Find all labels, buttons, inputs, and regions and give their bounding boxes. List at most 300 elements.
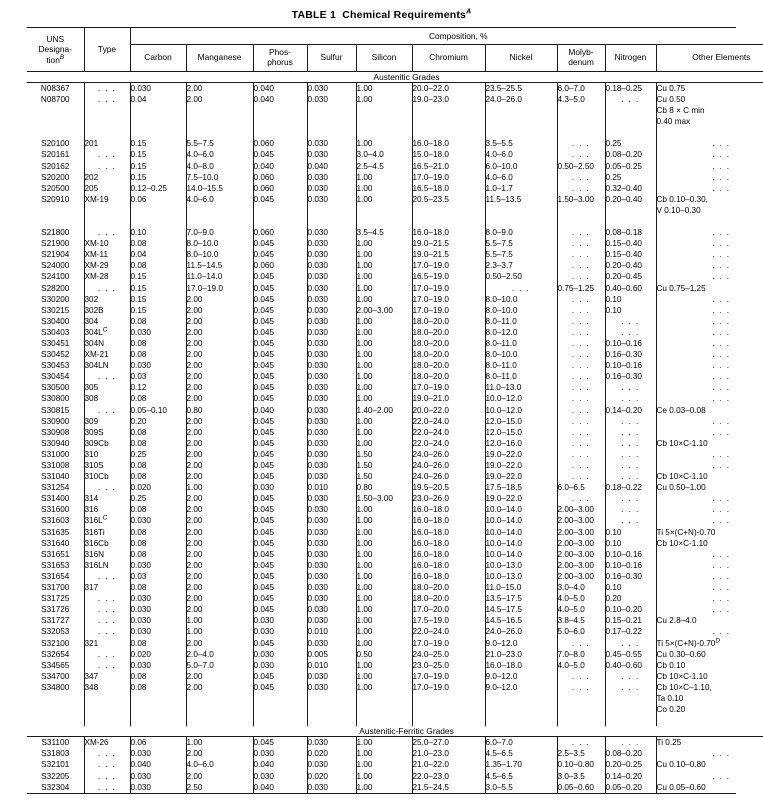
cell-phosphorus: 0.045 <box>253 449 307 460</box>
ellipsis-value: . . . <box>712 150 731 160</box>
ellipsis-value: . . . <box>571 239 591 249</box>
cell-molybdenum: 6.0–7.0 <box>557 83 605 95</box>
cell-manganese: 2.00 <box>186 393 253 404</box>
header-uns-designation <box>27 28 84 72</box>
cell-nitrogen <box>605 105 656 116</box>
cell-phosphorus: 0.045 <box>253 194 307 205</box>
table-row <box>27 571 763 582</box>
cell-uns-designation: S34565 <box>27 660 84 671</box>
cell-nitrogen <box>605 316 656 327</box>
cell-phosphorus: 0.045 <box>253 671 307 682</box>
cell-manganese: 14.0–15.5 <box>186 183 253 194</box>
cell-nitrogen <box>605 504 656 515</box>
cell-sulfur: 0.010 <box>307 660 356 671</box>
cell-chromium <box>412 205 485 216</box>
cell-molybdenum <box>557 638 605 649</box>
cell-sulfur: 0.040 <box>307 161 356 172</box>
ellipsis-value: . . . <box>571 361 591 371</box>
cell-type <box>84 83 130 95</box>
cell-sulfur: 0.020 <box>307 771 356 782</box>
cell-carbon: 0.03 <box>130 571 186 582</box>
table-row <box>27 416 763 427</box>
cell-type <box>84 405 130 416</box>
cell-carbon: 0.15 <box>130 149 186 160</box>
cell-chromium: 19.0–21.5 <box>412 238 485 249</box>
cell-nickel <box>485 116 557 127</box>
cell-manganese: 2.00 <box>186 83 253 95</box>
cell-type: 316LN <box>84 560 130 571</box>
cell-uns-designation: S32053 <box>27 626 84 637</box>
cell-uns-designation: S31700 <box>27 582 84 593</box>
cell-molybdenum: 2.00–3.00 <box>557 504 605 515</box>
cell-molybdenum <box>557 305 605 316</box>
cell-chromium: 25.0–27.0 <box>412 737 485 749</box>
cell-silicon: 1.00 <box>356 249 412 260</box>
table-row <box>27 438 763 449</box>
cell-nitrogen: 0.10 <box>605 582 656 593</box>
ellipsis-value: . . . <box>571 272 591 282</box>
header-element-nitrogen <box>605 45 656 72</box>
cell-chromium: 16.5–21.0 <box>412 161 485 172</box>
cell-phosphorus: 0.060 <box>253 172 307 183</box>
cell-type: 310 <box>84 449 130 460</box>
cell-nitrogen <box>605 427 656 438</box>
cell-phosphorus: 0.045 <box>253 593 307 604</box>
cell-phosphorus: 0.045 <box>253 349 307 360</box>
table-row <box>27 172 763 183</box>
spacer-cell <box>557 216 605 227</box>
ellipsis-value: . . . <box>712 583 731 593</box>
cell-uns-designation: S30200 <box>27 294 84 305</box>
cell-nitrogen: 0.20 <box>605 593 656 604</box>
cell-phosphorus: 0.040 <box>253 94 307 105</box>
ellipsis-value: . . . <box>621 438 640 448</box>
cell-carbon: 0.030 <box>130 604 186 615</box>
cell-nitrogen: 0.25 <box>605 172 656 183</box>
table-row <box>27 260 763 271</box>
cell-nickel: 6.0–7.0 <box>485 737 557 749</box>
ellipsis-value: . . . <box>621 516 640 526</box>
spacer-cell <box>186 127 253 138</box>
ellipsis-value: . . . <box>712 361 731 371</box>
cell-silicon <box>356 105 412 116</box>
cell-type <box>84 748 130 759</box>
cell-phosphorus: 0.030 <box>253 771 307 782</box>
footnote-marker: D <box>715 637 720 644</box>
ellipsis-value: . . . <box>97 483 117 493</box>
cell-type: 316Ti <box>84 527 130 538</box>
cell-sulfur: 0.030 <box>307 393 356 404</box>
table-row <box>27 327 763 338</box>
cell-nickel: 14.5–16.5 <box>485 615 557 626</box>
cell-carbon: 0.020 <box>130 649 186 660</box>
cell-nitrogen: 0.40–0.60 <box>605 660 656 671</box>
group-spacer-row <box>27 216 763 227</box>
table-row <box>27 538 763 549</box>
cell-uns-designation: S20200 <box>27 172 84 183</box>
cell-uns-designation <box>27 205 84 216</box>
ellipsis-value: . . . <box>97 84 117 93</box>
cell-type: 304N <box>84 338 130 349</box>
cell-other-elements <box>656 183 763 194</box>
cell-other-elements <box>656 227 763 238</box>
cell-nitrogen: 0.10–0.16 <box>605 549 656 560</box>
table-row <box>27 305 763 316</box>
cell-sulfur: 0.030 <box>307 782 356 793</box>
cell-manganese: 5.5–7.5 <box>186 138 253 149</box>
cell-nickel: 10.0–13.0 <box>485 560 557 571</box>
cell-phosphorus: 0.045 <box>253 371 307 382</box>
cell-silicon: 1.40–2.00 <box>356 405 412 416</box>
cell-type: 308 <box>84 393 130 404</box>
cell-molybdenum: 3.0–4.0 <box>557 582 605 593</box>
cell-chromium: 20.5–23.5 <box>412 194 485 205</box>
cell-nickel: 3.0–5.5 <box>485 782 557 793</box>
cell-silicon: 1.00 <box>356 260 412 271</box>
cell-type <box>84 626 130 637</box>
title-footnote-marker: A <box>466 8 472 16</box>
cell-sulfur: 0.030 <box>307 382 356 393</box>
cell-other-elements <box>656 149 763 160</box>
ellipsis-value: . . . <box>621 95 640 105</box>
cell-molybdenum: 1.50–3.00 <box>557 194 605 205</box>
cell-silicon: 0.80 <box>356 482 412 493</box>
cell-nickel: 10.0–14.0 <box>485 527 557 538</box>
cell-other-elements: Cu 0.50 <box>656 95 686 105</box>
cell-nitrogen: 0.15–0.40 <box>605 238 656 249</box>
table-row <box>27 371 763 382</box>
cell-carbon: 0.12 <box>130 382 186 393</box>
cell-sulfur: 0.030 <box>307 172 356 183</box>
ellipsis-value: . . . <box>571 638 591 648</box>
cell-phosphorus: 0.045 <box>253 571 307 582</box>
cell-molybdenum <box>557 349 605 360</box>
cell-phosphorus: 0.030 <box>253 615 307 626</box>
cell-nitrogen: 0.05–0.25 <box>605 161 656 172</box>
cell-chromium: 22.0–24.0 <box>412 626 485 637</box>
table-row <box>27 161 763 172</box>
cell-type <box>84 94 130 105</box>
cell-nickel: 6.0–10.0 <box>485 161 557 172</box>
table-row <box>27 294 763 305</box>
cell-silicon: 1.00 <box>356 382 412 393</box>
table-row <box>27 593 763 604</box>
cell-other-elements: Ta 0.10 <box>656 693 684 703</box>
cell-chromium: 24.0–26.0 <box>412 460 485 471</box>
cell-sulfur <box>307 715 356 726</box>
cell-molybdenum: 0.50–2.50 <box>557 161 605 172</box>
cell-carbon <box>130 693 186 704</box>
cell-molybdenum <box>557 693 605 704</box>
ellipsis-value: . . . <box>712 228 731 238</box>
cell-uns-designation <box>27 105 84 116</box>
cell-chromium: 15.0–18.0 <box>412 149 485 160</box>
cell-silicon: 1.00 <box>356 94 412 105</box>
cell-phosphorus: 0.045 <box>253 382 307 393</box>
cell-molybdenum <box>557 715 605 726</box>
spacer-cell <box>84 127 130 138</box>
cell-carbon: 0.06 <box>130 737 186 749</box>
header-element-molybdenum-l2: denum <box>568 57 594 67</box>
cell-type: $316L^C$ <box>84 515 130 526</box>
cell-uns-designation: S31653 <box>27 560 84 571</box>
cell-molybdenum: 0.10–0.80 <box>557 759 605 770</box>
ellipsis-value: . . . <box>571 261 591 271</box>
table-row <box>27 493 763 504</box>
cell-chromium: 16.0–18.0 <box>412 549 485 560</box>
cell-phosphorus: 0.045 <box>253 737 307 749</box>
cell-uns-designation: N08700 <box>27 94 84 105</box>
cell-manganese: 2.00 <box>186 748 253 759</box>
cell-nickel: 10.0–12.0 <box>485 405 557 416</box>
cell-other-elements <box>656 748 763 759</box>
cell-carbon: 0.10 <box>130 227 186 238</box>
cell-other-elements: Cu 0.50–1.00 <box>656 483 706 493</box>
cell-molybdenum: 3.8–4.5 <box>557 615 605 626</box>
cell-phosphorus: 0.045 <box>253 393 307 404</box>
table-row <box>27 349 763 360</box>
table-header <box>27 28 763 72</box>
ellipsis-value: . . . <box>621 427 640 437</box>
cell-nitrogen <box>605 116 656 127</box>
cell-type: 201 <box>84 138 130 149</box>
cell-manganese: 4.0–6.0 <box>186 194 253 205</box>
cell-phosphorus: 0.045 <box>253 427 307 438</box>
table-row <box>27 615 763 626</box>
cell-manganese: 2.0–4.0 <box>186 649 253 660</box>
cell-nickel: 11.5–13.5 <box>485 194 557 205</box>
cell-type: 347 <box>84 671 130 682</box>
cell-chromium: 17.5–19.0 <box>412 615 485 626</box>
cell-manganese: 2.00 <box>186 382 253 393</box>
cell-carbon: 0.08 <box>130 471 186 482</box>
spacer-cell <box>557 127 605 138</box>
table-row <box>27 482 763 493</box>
cell-carbon: 0.030 <box>130 626 186 637</box>
cell-uns-designation: S24100 <box>27 271 84 282</box>
cell-other-elements <box>656 138 763 149</box>
header-element-other <box>656 45 763 72</box>
ellipsis-value: . . . <box>712 139 731 149</box>
ellipsis-value: . . . <box>97 616 117 626</box>
ellipsis-value: . . . <box>712 449 731 459</box>
cell-type <box>84 105 130 116</box>
cell-uns-designation: S31635 <box>27 527 84 538</box>
cell-nitrogen: 0.16–0.30 <box>605 349 656 360</box>
cell-nickel: 23.5–25.5 <box>485 83 557 95</box>
cell-phosphorus <box>253 704 307 715</box>
cell-molybdenum: 7.0–8.0 <box>557 649 605 660</box>
cell-phosphorus: 0.045 <box>253 560 307 571</box>
cell-type: 305 <box>84 382 130 393</box>
cell-type <box>84 149 130 160</box>
header-row-elements <box>27 45 763 72</box>
cell-type: 321 <box>84 638 130 649</box>
cell-silicon: 1.00 <box>356 271 412 282</box>
cell-other-elements: Cb 8 × C min <box>656 106 705 116</box>
table-row <box>27 582 763 593</box>
cell-molybdenum <box>557 338 605 349</box>
cell-sulfur: 0.020 <box>307 748 356 759</box>
cell-silicon: 1.00 <box>356 626 412 637</box>
table-title-text: Chemical Requirements <box>342 9 467 21</box>
cell-carbon: 0.15 <box>130 283 186 294</box>
header-uns-line2: Designa- <box>38 44 73 55</box>
cell-manganese: 1.00 <box>186 737 253 749</box>
cell-carbon: 0.05–0.10 <box>130 405 186 416</box>
header-element-nickel <box>485 45 557 72</box>
ellipsis-value: . . . <box>621 416 640 426</box>
cell-sulfur: 0.030 <box>307 316 356 327</box>
cell-nitrogen: 0.14–0.20 <box>605 771 656 782</box>
cell-manganese: 2.00 <box>186 338 253 349</box>
cell-molybdenum <box>557 138 605 149</box>
cell-silicon: 3.5–4.5 <box>356 227 412 238</box>
cell-carbon: 0.08 <box>130 438 186 449</box>
cell-manganese: 8.0–10.0 <box>186 238 253 249</box>
cell-nitrogen: 0.10–0.16 <box>605 360 656 371</box>
cell-sulfur: 0.030 <box>307 416 356 427</box>
cell-type <box>84 116 130 127</box>
cell-other-elements <box>656 626 763 637</box>
cell-other-elements: Co 0.20 <box>656 705 686 715</box>
cell-type <box>84 593 130 604</box>
cell-phosphorus: 0.040 <box>253 405 307 416</box>
cell-silicon: 1.00 <box>356 759 412 770</box>
cell-type: 314 <box>84 493 130 504</box>
cell-nickel: 19.0–22.0 <box>485 449 557 460</box>
cell-molybdenum: 4.3–5.0 <box>557 94 605 105</box>
cell-nickel <box>485 105 557 116</box>
cell-manganese: 2.00 <box>186 94 253 105</box>
cell-type: 309S <box>84 427 130 438</box>
cell-carbon: 0.04 <box>130 94 186 105</box>
cell-type: 309 <box>84 416 130 427</box>
cell-sulfur: 0.030 <box>307 260 356 271</box>
cell-nitrogen: 0.10–0.16 <box>605 560 656 571</box>
cell-manganese: 4.0–6.0 <box>186 759 253 770</box>
cell-molybdenum: 4.0–5.0 <box>557 660 605 671</box>
cell-nickel: 11.0–13.0 <box>485 382 557 393</box>
ellipsis-value: . . . <box>97 95 117 105</box>
cell-sulfur: 0.030 <box>307 504 356 515</box>
cell-nitrogen: 0.10–0.20 <box>605 604 656 615</box>
cell-uns-designation: S21800 <box>27 227 84 238</box>
ellipsis-value: . . . <box>571 671 591 681</box>
cell-silicon: 1.00 <box>356 338 412 349</box>
cell-chromium: 16.5–18.0 <box>412 183 485 194</box>
cell-sulfur: 0.030 <box>307 638 356 649</box>
spacer-cell <box>130 216 186 227</box>
table-row <box>27 283 763 294</box>
cell-nickel: 4.0–6.0 <box>485 172 557 183</box>
cell-carbon: 0.08 <box>130 671 186 682</box>
cell-sulfur: 0.030 <box>307 149 356 160</box>
cell-manganese: 2.00 <box>186 493 253 504</box>
ellipsis-value: . . . <box>571 383 591 393</box>
table-row <box>27 393 763 404</box>
table-row <box>27 771 763 782</box>
cell-uns-designation: S30451 <box>27 338 84 349</box>
cell-nickel: 8.0–12.0 <box>485 327 557 338</box>
cell-uns-designation: S34800 <box>27 682 84 693</box>
cell-molybdenum <box>557 416 605 427</box>
cell-chromium <box>412 704 485 715</box>
cell-type: XM-28 <box>84 271 130 282</box>
cell-nickel: 3.5–5.5 <box>485 138 557 149</box>
cell-silicon: 1.00 <box>356 416 412 427</box>
cell-other-elements <box>656 593 763 604</box>
cell-chromium: 21.0–23.0 <box>412 748 485 759</box>
cell-carbon: 0.08 <box>130 549 186 560</box>
cell-phosphorus: 0.045 <box>253 316 307 327</box>
cell-phosphorus: 0.045 <box>253 360 307 371</box>
cell-type <box>84 771 130 782</box>
cell-nitrogen: 0.05–0.20 <box>605 782 656 793</box>
cell-carbon: 0.030 <box>130 360 186 371</box>
cell-molybdenum: 4.0–5.0 <box>557 593 605 604</box>
cell-phosphorus: 0.045 <box>253 527 307 538</box>
cell-phosphorus: 0.045 <box>253 249 307 260</box>
cell-chromium: 17.0–19.0 <box>412 682 485 693</box>
cell-silicon: 1.00 <box>356 183 412 194</box>
cell-silicon <box>356 715 412 726</box>
cell-nickel <box>485 205 557 216</box>
cell-sulfur: 0.030 <box>307 449 356 460</box>
cell-phosphorus: 0.045 <box>253 460 307 471</box>
cell-chromium: 17.0–19.0 <box>412 172 485 183</box>
spacer-cell <box>605 216 656 227</box>
cell-sulfur: 0.030 <box>307 759 356 770</box>
spacer-cell <box>84 216 130 227</box>
cell-silicon: 1.00 <box>356 194 412 205</box>
cell-silicon: 1.50 <box>356 471 412 482</box>
cell-carbon <box>130 715 186 726</box>
ellipsis-value: . . . <box>571 316 591 326</box>
cell-nitrogen <box>605 460 656 471</box>
cell-manganese: 2.00 <box>186 471 253 482</box>
cell-other-elements <box>656 504 763 515</box>
cell-carbon: 0.08 <box>130 538 186 549</box>
ellipsis-value: . . . <box>621 472 640 482</box>
spacer-cell <box>485 216 557 227</box>
cell-chromium: 17.0–20.0 <box>412 604 485 615</box>
cell-nitrogen: 0.45–0.55 <box>605 649 656 660</box>
cell-chromium: 24.0–26.0 <box>412 471 485 482</box>
table-row <box>27 149 763 160</box>
cell-phosphorus: 0.030 <box>253 649 307 660</box>
ellipsis-value: . . . <box>97 771 117 781</box>
cell-uns-designation: S21904 <box>27 249 84 260</box>
cell-chromium: 20.0–22.0 <box>412 83 485 95</box>
ellipsis-value: . . . <box>712 505 731 515</box>
ellipsis-value: . . . <box>571 183 591 193</box>
table-row <box>27 737 763 749</box>
cell-molybdenum <box>557 271 605 282</box>
ellipsis-value: . . . <box>712 771 731 781</box>
cell-type: $304L^C$ <box>84 327 130 338</box>
ellipsis-value: . . . <box>621 671 640 681</box>
ellipsis-value: . . . <box>712 560 731 570</box>
cell-molybdenum <box>557 249 605 260</box>
table-row <box>27 183 763 194</box>
cell-sulfur: 0.030 <box>307 493 356 504</box>
cell-uns-designation: S30940 <box>27 438 84 449</box>
table-row <box>27 759 763 770</box>
cell-manganese <box>186 205 253 216</box>
cell-nitrogen <box>605 382 656 393</box>
cell-uns-designation: S30900 <box>27 416 84 427</box>
